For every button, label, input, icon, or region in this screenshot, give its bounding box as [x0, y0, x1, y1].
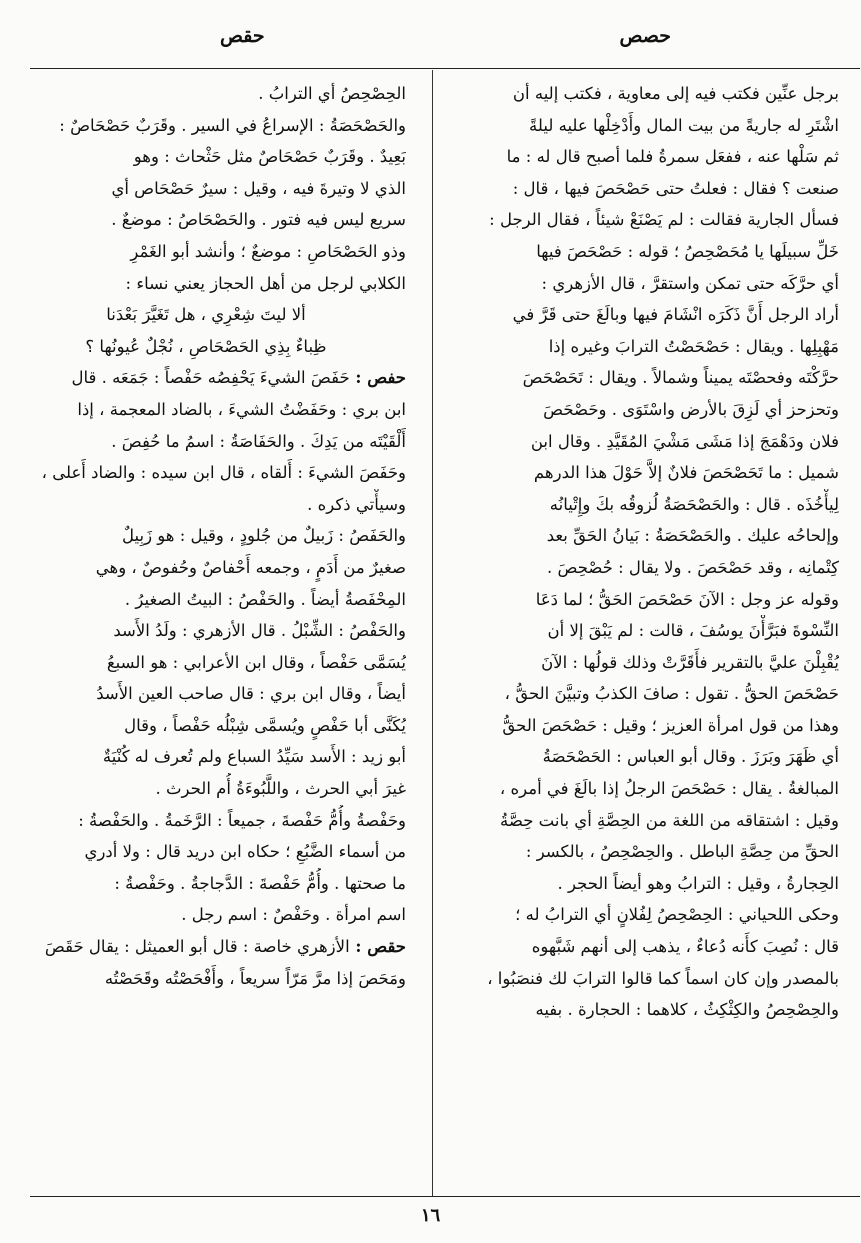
text-line	[26, 647, 406, 679]
text-line: الذي لا وتيرةَ فيه ، وقيل : سيرٌ حَصْحَاص أي	[111, 178, 406, 198]
text-line: كِتْمانِه ، وقد حَصْحَصَ . ولا يقال : حُصْحِصَ .	[546, 557, 839, 577]
text-line: شميل : ما تَحَصْحَصَ فلانٌ إلاَّ حَوْلَ هذا الدرهم	[533, 463, 839, 483]
entry-text: يُكَنَّى أبا حَفْصٍ ويُسمَّى شِبْلُه حَفْصاً ، وقال	[124, 715, 406, 735]
footer-rule	[30, 1196, 860, 1197]
entry-headword: حقص :	[349, 937, 406, 957]
text-line	[26, 362, 406, 394]
left-column-entries	[26, 362, 406, 994]
page-number: ١٦	[420, 1205, 441, 1226]
text-line: فلان ودَهْمَجَ إذا مَشَى مَشْيَ المُقَيَّدِ . وقال ابن	[530, 431, 839, 451]
text-line	[26, 805, 406, 837]
text-line: أي ظَهَرَ وبَرَزَ . وقال أبو العباس : الحَصْحَصَةُ	[542, 747, 839, 767]
running-head-left: حقص	[220, 25, 265, 47]
text-line: أراد الرجل أَنَّ ذَكَرَه انْشَامَ فيها وبالَغَ حتى قَرَّ في	[512, 305, 839, 325]
text-line: وهذا من قول امرأة العزيز ؛ وقيل : حَصْحَصَ الحقُّ	[502, 715, 839, 735]
text-line: ثم سَلْها عنه ، ففعَل سمرةُ فلما أصبح قال له : ما	[506, 147, 839, 167]
text-line: والحِصْحِصُ والكِثْكِثُ ، كلاهما : الحجارة . بفيه	[535, 1000, 839, 1020]
text-line	[26, 584, 406, 616]
text-line	[26, 520, 406, 552]
text-line	[26, 426, 406, 458]
left-column-intro	[26, 78, 406, 299]
entry-text: ومَحَصَ إذا مرَّ مَرّاً سريعاً ، وأَفْحَصْتُه وقَحَصْتُه	[104, 968, 406, 988]
entry-text: أَلْقَيْتَه من يَدِكَ . والحَفَاصَةُ : اسمُ ما حُفِصَ .	[111, 431, 406, 451]
text-line: اشْتَرِ له جاريةً من بيت المال وأَدْخِلْها عليه ليلةً	[529, 115, 839, 135]
text-line	[26, 963, 406, 995]
text-line	[26, 836, 406, 868]
text-line: ظِباءٌ بِذِي الحَصْحَاصِ ، نُجْلٌ عُيونُها ؟	[85, 336, 327, 356]
text-line: أي حرَّكَه حتى تمكن واستقرَّ ، قال الأزهري :	[541, 273, 839, 293]
text-line: سريع ليس فيه فتور . والحَصْحَاصُ : موضعٌ .	[111, 210, 406, 230]
entry-text: وحَفَصَ الشيءَ : أَلقاه ، قال ابن سيده : والضاد أَعلى ،	[41, 463, 406, 483]
right-column	[435, 78, 839, 1190]
text-line	[26, 489, 406, 521]
left-column	[26, 78, 406, 1190]
entry-text: وسيأْتي ذكره .	[307, 494, 406, 514]
text-line: حَصْحَصَ الحقُّ . تقول : صافَ الكذبُ وتبيَّنَ الحقُّ ،	[504, 684, 839, 704]
text-line: وقيل : اشتقاقه من اللغة من الحِصَّةِ أي بانت حِصَّةُ	[500, 810, 839, 830]
entry-text: أيضاً ، وقال ابن بري : قال صاحب العين الأَسدُ	[96, 684, 406, 704]
text-line	[26, 394, 406, 426]
text-line: فسأل الجارية فقالت : لم يَصْنَعْ شيئاً ، فقال الرجل :	[489, 210, 839, 230]
text-line: النِّسْوةَ فبَرَّأْنَ يوسُفَ ، قالت : لم يَبْقَ إلا أن	[547, 621, 839, 641]
text-line: وإلحاحُه عليك . والحَصْحَصَةُ : بَيانُ الحَقِّ بعد	[546, 526, 839, 546]
text-line	[26, 678, 406, 710]
entry-text: أبو زيد : الأَسد سَيِّدُ السباع ولم تُعرف له كُنْيَةٌ	[102, 747, 406, 767]
text-line	[26, 710, 406, 742]
entry-text: اسم امرأة . وحَفْصٌ : اسم رجل .	[181, 905, 406, 925]
text-line	[26, 552, 406, 584]
text-line	[26, 457, 406, 489]
text-line: بالمصدر وإن كان اسماً كما قالوا الترابَ لك فنصَبُوا ،	[487, 968, 839, 988]
text-line	[26, 773, 406, 805]
text-line: برجل عنِّين فكتب فيه إلى معاوية ، فكتب إليه أن	[512, 84, 839, 103]
text-line: صنعت ؟ فقال : فعلتُ حتى حَصْحَصَ فيها ، قال :	[512, 178, 839, 198]
text-line: والحَصْحَصَةُ : الإسراعُ في السير . وقَرَبٌ حَصْحَاصٌ :	[59, 115, 406, 135]
column-divider	[432, 70, 433, 1196]
text-line: لِيأْخُذَه . قال : والحَصْحَصَةُ لُزوقُه بكَ وإِتْيانُه	[549, 494, 839, 514]
header-rule	[30, 68, 860, 69]
text-line: وقوله عز وجل : الآنَ حَصْحَصَ الحَقُّ ؛ لما دَعَا	[535, 589, 839, 609]
text-line: خَلِّ سبيلَها يا مُحَصْحِصُ ؛ قوله : حَصْحَصَ فيها	[536, 241, 839, 261]
text-line: ألا ليتَ شِعْرِي ، هل تَغَيَّرَ بَعْدَنا	[106, 305, 306, 325]
entry-text: الأزهري خاصة : قال أبو العميثل : يقال حَقَصَ	[44, 937, 350, 957]
entry-text: والحَفَصُ : زَبيلٌ من جُلودٍ ، وقيل : هو زَبِيلٌ	[122, 526, 406, 546]
text-line	[26, 868, 406, 900]
text-line: الحِصْحِصُ أي الترابُ .	[258, 84, 406, 103]
entry-text: ما صحتها . وأُمُّ حَفْصةَ : الدَّجاجةُ . وحَفْصةُ :	[114, 873, 406, 893]
text-line: بَعِيدٌ . وقَرَبٌ حَصْحَاصٌ مثل حَثْحاث : وهو	[133, 147, 406, 167]
entry-text: غيرَ أبي الحرث ، واللَّبُوءَةُ أُم الحرث .	[155, 779, 406, 799]
text-line: يُقْبِلْنَ عليَّ بالتقرير فأَقَرَّتْ وذلك قولُها : الآنَ	[541, 652, 839, 672]
text-line	[26, 741, 406, 773]
text-line: الحقِّ من حِصَّةِ الباطل . والحِصْحِصُ ، بالكسر :	[525, 842, 839, 862]
entry-text: المِحْفَصةُ أيضاً . والحَفْصُ : البيتُ الصغيرُ .	[124, 589, 406, 609]
text-line: المبالغةُ . يقال : حَصْحَصَ الرجلُ إذا بالَغَ في أمره ،	[499, 779, 839, 799]
entry-text: حَفَصَ الشيءَ يَحْفِصُه حَفْصاً : جَمَعَه . قال	[71, 368, 350, 388]
text-line	[26, 899, 406, 931]
text-line: وتحزحز أي لَزِقَ بالأرض واسْتَوَى . وحَصْحَصَ	[543, 399, 839, 419]
entry-text: والحَفْصُ : الشِّبْلُ . قال الأزهري : ولَدُ الأَسد	[113, 621, 406, 641]
entry-text: يُسَمَّى حَفْصاً ، وقال ابن الأعرابي : هو السبعُ	[106, 652, 406, 672]
text-line	[26, 615, 406, 647]
text-line: وحكى اللحياني : الحِصْحِصُ لِفُلانٍ أي الترابُ له ؛	[515, 905, 839, 925]
text-line: الكلابي لرجل من أهل الحجاز يعني نساء :	[125, 273, 406, 293]
text-line	[26, 931, 406, 963]
poem-verse	[26, 299, 406, 362]
text-line: الحِجارةُ ، وقيل : الترابُ وهو أيضاً الحجر .	[557, 873, 839, 893]
text-line: وذو الحَصْحَاصِ : موضعٌ ؛ وأنشد أبو الغَمْرِ	[130, 241, 406, 261]
text-line: مَهْبِلِها . ويقال : حَصْحَصْتُ الترابَ وغيره إذا	[548, 336, 839, 356]
entry-text: وحَفْصةُ وأُمُّ حَفْصةَ ، جميعاً : الرَّخَمةُ . والحَفْصةُ :	[78, 810, 406, 830]
entry-text: صغيرٌ من أَدَمٍ ، وجمعه أَحْفاصٌ وحُفوصٌ ، وهي	[95, 557, 406, 577]
entry-text: من أسماء الضَّبُعِ ؛ حكاه ابن دريد قال : ولا أدري	[84, 842, 406, 862]
text-line: حرَّكْتَه وفحصْتَه يميناً وشمالاً . ويقال : تَحَصْحَصَ	[522, 368, 839, 388]
text-line: قال : نُصِبَ كأَنه دُعاءٌ ، يذهب إلى أنهم شَبَّهوه	[531, 937, 839, 957]
entry-headword: حفص :	[349, 368, 406, 388]
entry-text: ابن بري : وحَفَضْتُ الشيءَ ، بالضاد المعجمة ، إذا	[77, 399, 406, 419]
running-head-right: حصص	[619, 25, 671, 47]
